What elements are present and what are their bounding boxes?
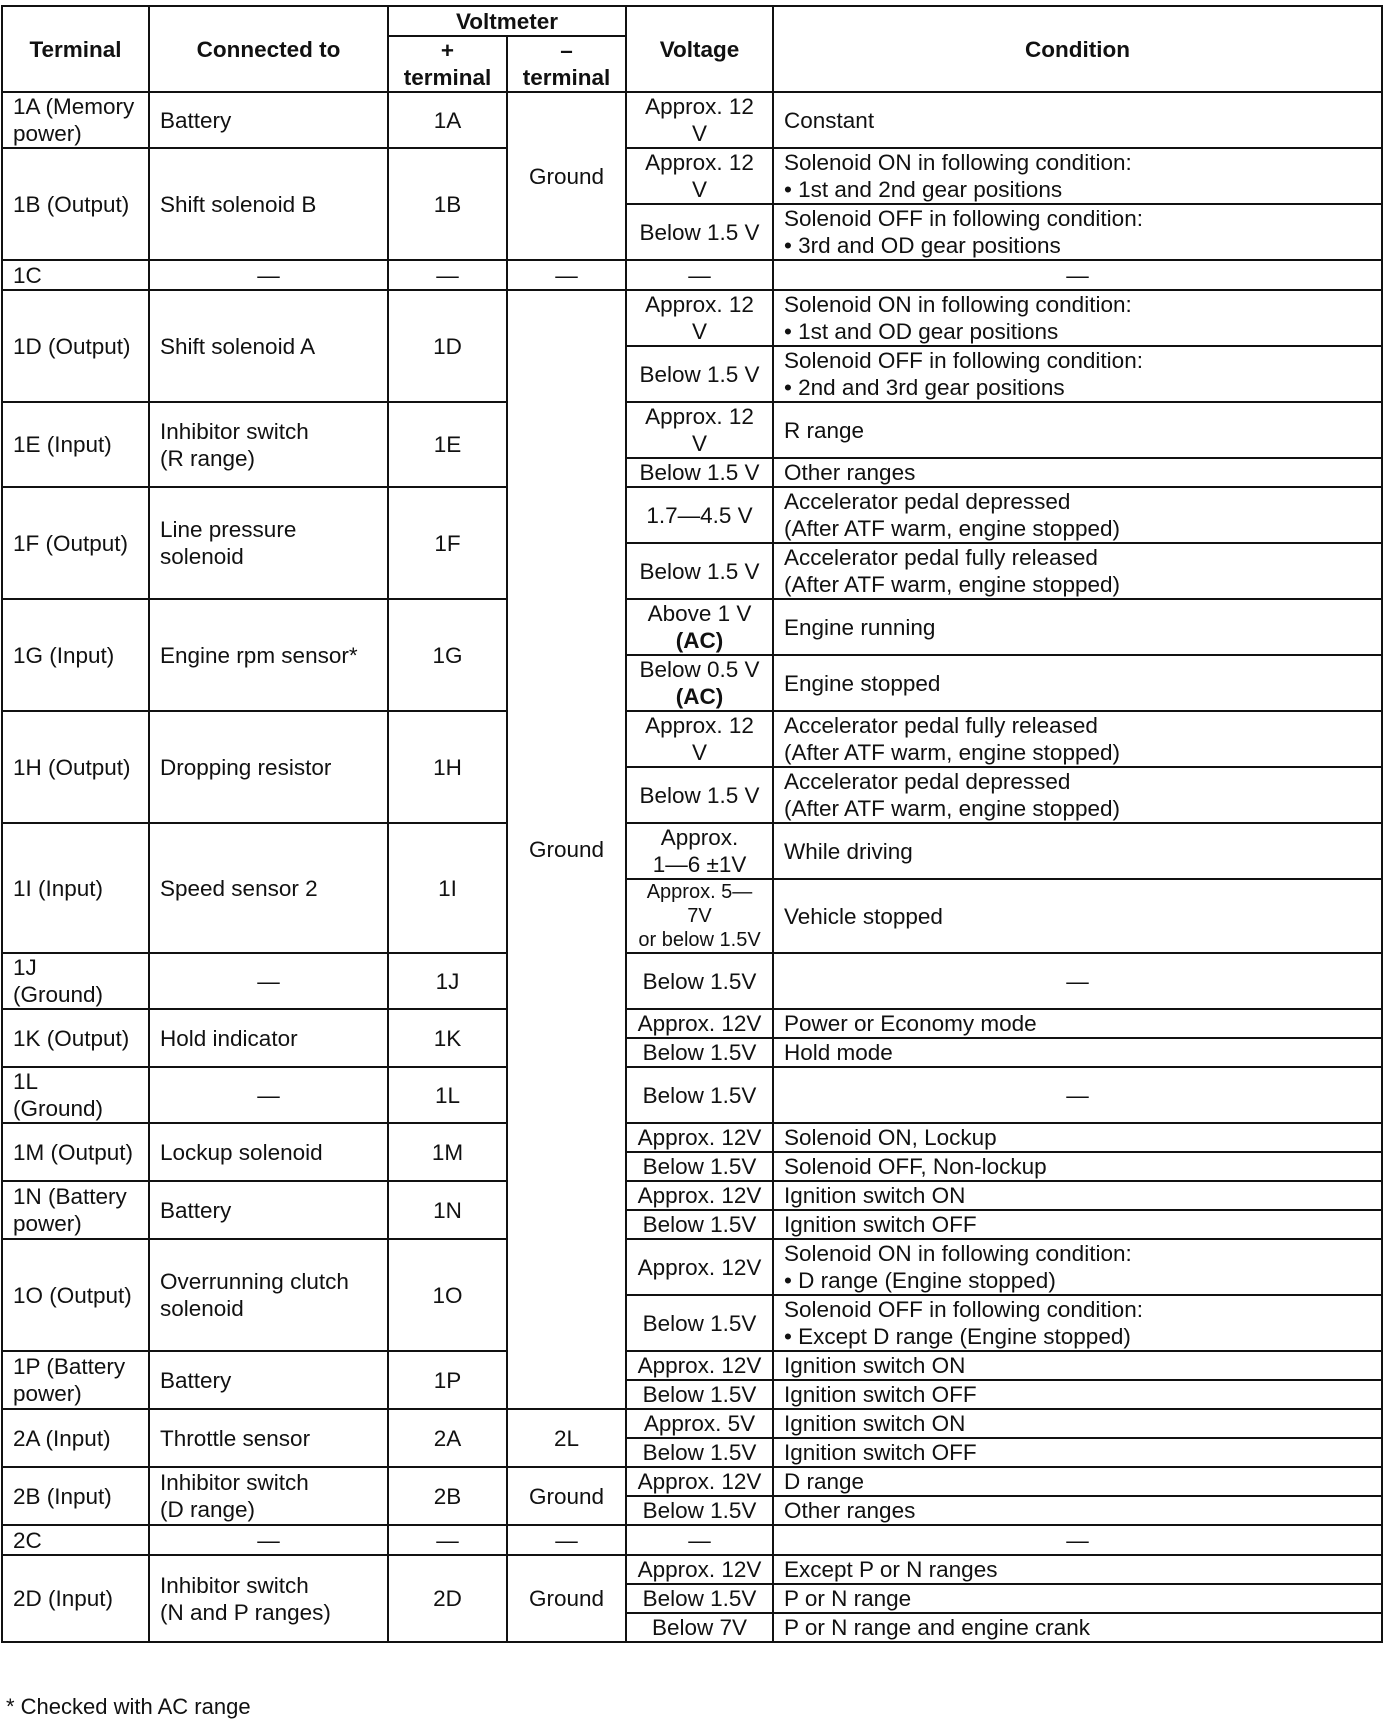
voltage-cell: Below 1.5V xyxy=(626,1038,773,1067)
terminal-cell: 1E (Input) xyxy=(2,402,149,487)
plus-terminal-cell: 1D xyxy=(388,290,507,402)
table-row xyxy=(2,1009,1382,1038)
plus-terminal-cell: 1A xyxy=(388,92,507,148)
terminal-cell: 1N (Battery power) xyxy=(2,1181,149,1239)
condition-cell: Engine running xyxy=(773,599,1382,655)
condition-cell: Ignition switch ON xyxy=(773,1409,1382,1438)
minus-terminal-cell: — xyxy=(507,260,626,290)
voltage-value: Above 1 V xyxy=(647,601,752,626)
header-connected-to: Connected to xyxy=(149,6,388,92)
condition-cell: Solenoid ON in following condition: • 1st and 2nd gear positions xyxy=(773,148,1382,204)
plus-terminal-cell: 2A xyxy=(388,1409,507,1467)
terminal-cell: 1I (Input) xyxy=(2,823,149,953)
voltage-cell: Below 1.5 V xyxy=(626,204,773,260)
connected-cell: Overrunning clutch solenoid xyxy=(149,1239,388,1351)
plus-terminal-cell: 1N xyxy=(388,1181,507,1239)
plus-terminal-cell: 1F xyxy=(388,487,507,599)
connected-cell: Battery xyxy=(149,1181,388,1239)
table-row xyxy=(2,487,1382,543)
condition-cell: Solenoid ON in following condition: • D range (Engine stopped) xyxy=(773,1239,1382,1295)
minus-terminal-cell: Ground xyxy=(507,1467,626,1525)
table-row xyxy=(2,823,1382,879)
table-row xyxy=(2,1351,1382,1380)
connected-cell: — xyxy=(149,1525,388,1555)
connected-cell: Battery xyxy=(149,92,388,148)
voltage-cell xyxy=(626,655,773,711)
terminal-cell: 2D (Input) xyxy=(2,1555,149,1642)
voltage-cell: Approx. 12 V xyxy=(626,711,773,767)
voltage-cell: Below 1.5 V xyxy=(626,458,773,487)
terminal-cell: 1M (Output) xyxy=(2,1123,149,1181)
condition-cell: D range xyxy=(773,1467,1382,1496)
terminal-cell: 1H (Output) xyxy=(2,711,149,823)
connected-cell: Battery xyxy=(149,1351,388,1409)
voltage-cell: Approx. 12 V xyxy=(626,402,773,458)
minus-terminal-cell: 2L xyxy=(507,1409,626,1467)
voltage-cell: Below 1.5V xyxy=(626,1295,773,1351)
terminal-voltage-table xyxy=(1,5,1383,1643)
plus-terminal-cell: 2D xyxy=(388,1555,507,1642)
condition-cell: P or N range xyxy=(773,1584,1382,1613)
header-plus-terminal: + terminal xyxy=(388,36,507,92)
header-terminal: Terminal xyxy=(2,6,149,92)
table-row xyxy=(2,1239,1382,1295)
condition-cell: Accelerator pedal fully released (After ATF warm, engine stopped) xyxy=(773,543,1382,599)
connected-cell: — xyxy=(149,953,388,1009)
voltage-cell: Below 1.5V xyxy=(626,953,773,1009)
condition-cell: Ignition switch OFF xyxy=(773,1438,1382,1467)
terminal-cell: 1J (Ground) xyxy=(2,953,149,1009)
plus-terminal-cell: — xyxy=(388,1525,507,1555)
voltage-cell: Below 1.5V xyxy=(626,1152,773,1181)
voltage-cell: Approx. 12V xyxy=(626,1555,773,1584)
voltage-cell: Approx. 12V xyxy=(626,1239,773,1295)
table-row xyxy=(2,1467,1382,1496)
condition-cell: Solenoid OFF in following condition: • 3rd and OD gear positions xyxy=(773,204,1382,260)
terminal-cell: 1K (Output) xyxy=(2,1009,149,1067)
condition-cell: Accelerator pedal depressed (After ATF warm, engine stopped) xyxy=(773,487,1382,543)
condition-cell: Constant xyxy=(773,92,1382,148)
voltage-cell: Below 1.5V xyxy=(626,1438,773,1467)
document-page xyxy=(1,5,1381,1643)
voltage-cell: Approx. 12V xyxy=(626,1009,773,1038)
connected-cell: Shift solenoid B xyxy=(149,148,388,260)
table-row xyxy=(2,711,1382,767)
voltage-cell xyxy=(626,599,773,655)
condition-cell: R range xyxy=(773,402,1382,458)
voltage-cell: Approx. 5—7V or below 1.5V xyxy=(626,879,773,953)
terminal-cell: 1C xyxy=(2,260,149,290)
condition-cell: Vehicle stopped xyxy=(773,879,1382,953)
condition-cell: Solenoid ON, Lockup xyxy=(773,1123,1382,1152)
condition-cell: Other ranges xyxy=(773,458,1382,487)
plus-terminal-cell: 1G xyxy=(388,599,507,711)
condition-cell: Solenoid OFF in following condition: • 2nd and 3rd gear positions xyxy=(773,346,1382,402)
terminal-cell: 1B (Output) xyxy=(2,148,149,260)
ac-note: (AC) xyxy=(675,684,724,709)
connected-cell: Shift solenoid A xyxy=(149,290,388,402)
voltage-cell: Below 1.5V xyxy=(626,1380,773,1409)
table-row xyxy=(2,402,1382,458)
plus-terminal-cell: 1L xyxy=(388,1067,507,1123)
voltage-cell: Approx. 12V xyxy=(626,1123,773,1152)
connected-cell: Speed sensor 2 xyxy=(149,823,388,953)
voltage-cell: Below 7V xyxy=(626,1613,773,1642)
table-row xyxy=(2,1067,1382,1123)
plus-terminal-cell: 1P xyxy=(388,1351,507,1409)
plus-terminal-cell: 1E xyxy=(388,402,507,487)
condition-cell: — xyxy=(773,953,1382,1009)
terminal-cell: 2A (Input) xyxy=(2,1409,149,1467)
terminal-cell: 1F (Output) xyxy=(2,487,149,599)
condition-cell: — xyxy=(773,1067,1382,1123)
table-row xyxy=(2,148,1382,204)
plus-terminal-cell: — xyxy=(388,260,507,290)
voltage-cell: Approx. 1—6 ±1V xyxy=(626,823,773,879)
condition-cell: Solenoid OFF in following condition: • Except D range (Engine stopped) xyxy=(773,1295,1382,1351)
voltage-cell: Below 1.5 V xyxy=(626,346,773,402)
header-condition: Condition xyxy=(773,6,1382,92)
voltage-cell: Below 1.5V xyxy=(626,1067,773,1123)
header-voltage: Voltage xyxy=(626,6,773,92)
terminal-cell: 1O (Output) xyxy=(2,1239,149,1351)
connected-cell: Hold indicator xyxy=(149,1009,388,1067)
plus-terminal-cell: 1B xyxy=(388,148,507,260)
connected-cell: Line pressure solenoid xyxy=(149,487,388,599)
plus-terminal-cell: 1H xyxy=(388,711,507,823)
condition-cell: Accelerator pedal fully released (After ATF warm, engine stopped) xyxy=(773,711,1382,767)
connected-cell: — xyxy=(149,260,388,290)
table-row xyxy=(2,260,1382,290)
condition-cell: While driving xyxy=(773,823,1382,879)
voltage-cell: Below 1.5 V xyxy=(626,543,773,599)
voltage-cell: Approx. 12 V xyxy=(626,92,773,148)
connected-cell: — xyxy=(149,1067,388,1123)
connected-cell: Throttle sensor xyxy=(149,1409,388,1467)
header-minus-terminal: – terminal xyxy=(507,36,626,92)
table-row xyxy=(2,290,1382,346)
voltage-value: Below 0.5 V xyxy=(639,657,760,682)
terminal-cell: 1G (Input) xyxy=(2,599,149,711)
voltage-cell: Approx. 12V xyxy=(626,1467,773,1496)
terminal-cell: 1A (Memory power) xyxy=(2,92,149,148)
voltage-cell: — xyxy=(626,1525,773,1555)
terminal-cell: 1L (Ground) xyxy=(2,1067,149,1123)
condition-cell: — xyxy=(773,1525,1382,1555)
table-row xyxy=(2,92,1382,148)
connected-cell: Engine rpm sensor* xyxy=(149,599,388,711)
terminal-cell: 1P (Battery power) xyxy=(2,1351,149,1409)
table-row xyxy=(2,1181,1382,1210)
voltage-cell: Approx. 12V xyxy=(626,1351,773,1380)
table-row xyxy=(2,1555,1382,1584)
table-row xyxy=(2,1123,1382,1152)
connected-cell: Inhibitor switch (D range) xyxy=(149,1467,388,1525)
terminal-cell: 2B (Input) xyxy=(2,1467,149,1525)
voltage-cell: Below 1.5V xyxy=(626,1496,773,1525)
condition-cell: Solenoid ON in following condition: • 1st and OD gear positions xyxy=(773,290,1382,346)
condition-cell: Solenoid OFF, Non-lockup xyxy=(773,1152,1382,1181)
voltage-cell: Below 1.5V xyxy=(626,1210,773,1239)
condition-cell: Except P or N ranges xyxy=(773,1555,1382,1584)
voltage-cell: 1.7—4.5 V xyxy=(626,487,773,543)
table-row xyxy=(2,953,1382,1009)
connected-cell: Inhibitor switch (N and P ranges) xyxy=(149,1555,388,1642)
voltage-cell: Below 1.5V xyxy=(626,1584,773,1613)
condition-cell: Ignition switch OFF xyxy=(773,1210,1382,1239)
voltage-cell: Approx. 12V xyxy=(626,1181,773,1210)
minus-terminal-cell: Ground xyxy=(507,290,626,1409)
plus-terminal-cell: 2B xyxy=(388,1467,507,1525)
terminal-cell: 2C xyxy=(2,1525,149,1555)
minus-terminal-cell: Ground xyxy=(507,92,626,260)
minus-terminal-cell: Ground xyxy=(507,1555,626,1642)
condition-cell: Engine stopped xyxy=(773,655,1382,711)
voltage-cell: Approx. 12 V xyxy=(626,290,773,346)
plus-terminal-cell: 1I xyxy=(388,823,507,953)
voltage-cell: — xyxy=(626,260,773,290)
minus-terminal-cell: — xyxy=(507,1525,626,1555)
condition-cell: Power or Economy mode xyxy=(773,1009,1382,1038)
terminal-cell: 1D (Output) xyxy=(2,290,149,402)
condition-cell: Accelerator pedal depressed (After ATF warm, engine stopped) xyxy=(773,767,1382,823)
table-row xyxy=(2,1525,1382,1555)
header-voltmeter: Voltmeter xyxy=(388,6,626,36)
condition-cell: Hold mode xyxy=(773,1038,1382,1067)
plus-terminal-cell: 1M xyxy=(388,1123,507,1181)
voltage-cell: Below 1.5 V xyxy=(626,767,773,823)
plus-terminal-cell: 1K xyxy=(388,1009,507,1067)
condition-cell: Other ranges xyxy=(773,1496,1382,1525)
voltage-cell: Approx. 12 V xyxy=(626,148,773,204)
condition-cell: Ignition switch OFF xyxy=(773,1380,1382,1409)
connected-cell: Dropping resistor xyxy=(149,711,388,823)
ac-note: (AC) xyxy=(675,628,724,653)
plus-terminal-cell: 1O xyxy=(388,1239,507,1351)
table-row xyxy=(2,1409,1382,1438)
table-row xyxy=(2,599,1382,655)
connected-cell: Inhibitor switch (R range) xyxy=(149,402,388,487)
condition-cell: P or N range and engine crank xyxy=(773,1613,1382,1642)
voltage-cell: Approx. 5V xyxy=(626,1409,773,1438)
condition-cell: — xyxy=(773,260,1382,290)
plus-terminal-cell: 1J xyxy=(388,953,507,1009)
footnote: * Checked with AC range xyxy=(6,1694,251,1719)
connected-cell: Lockup solenoid xyxy=(149,1123,388,1181)
condition-cell: Ignition switch ON xyxy=(773,1181,1382,1210)
condition-cell: Ignition switch ON xyxy=(773,1351,1382,1380)
